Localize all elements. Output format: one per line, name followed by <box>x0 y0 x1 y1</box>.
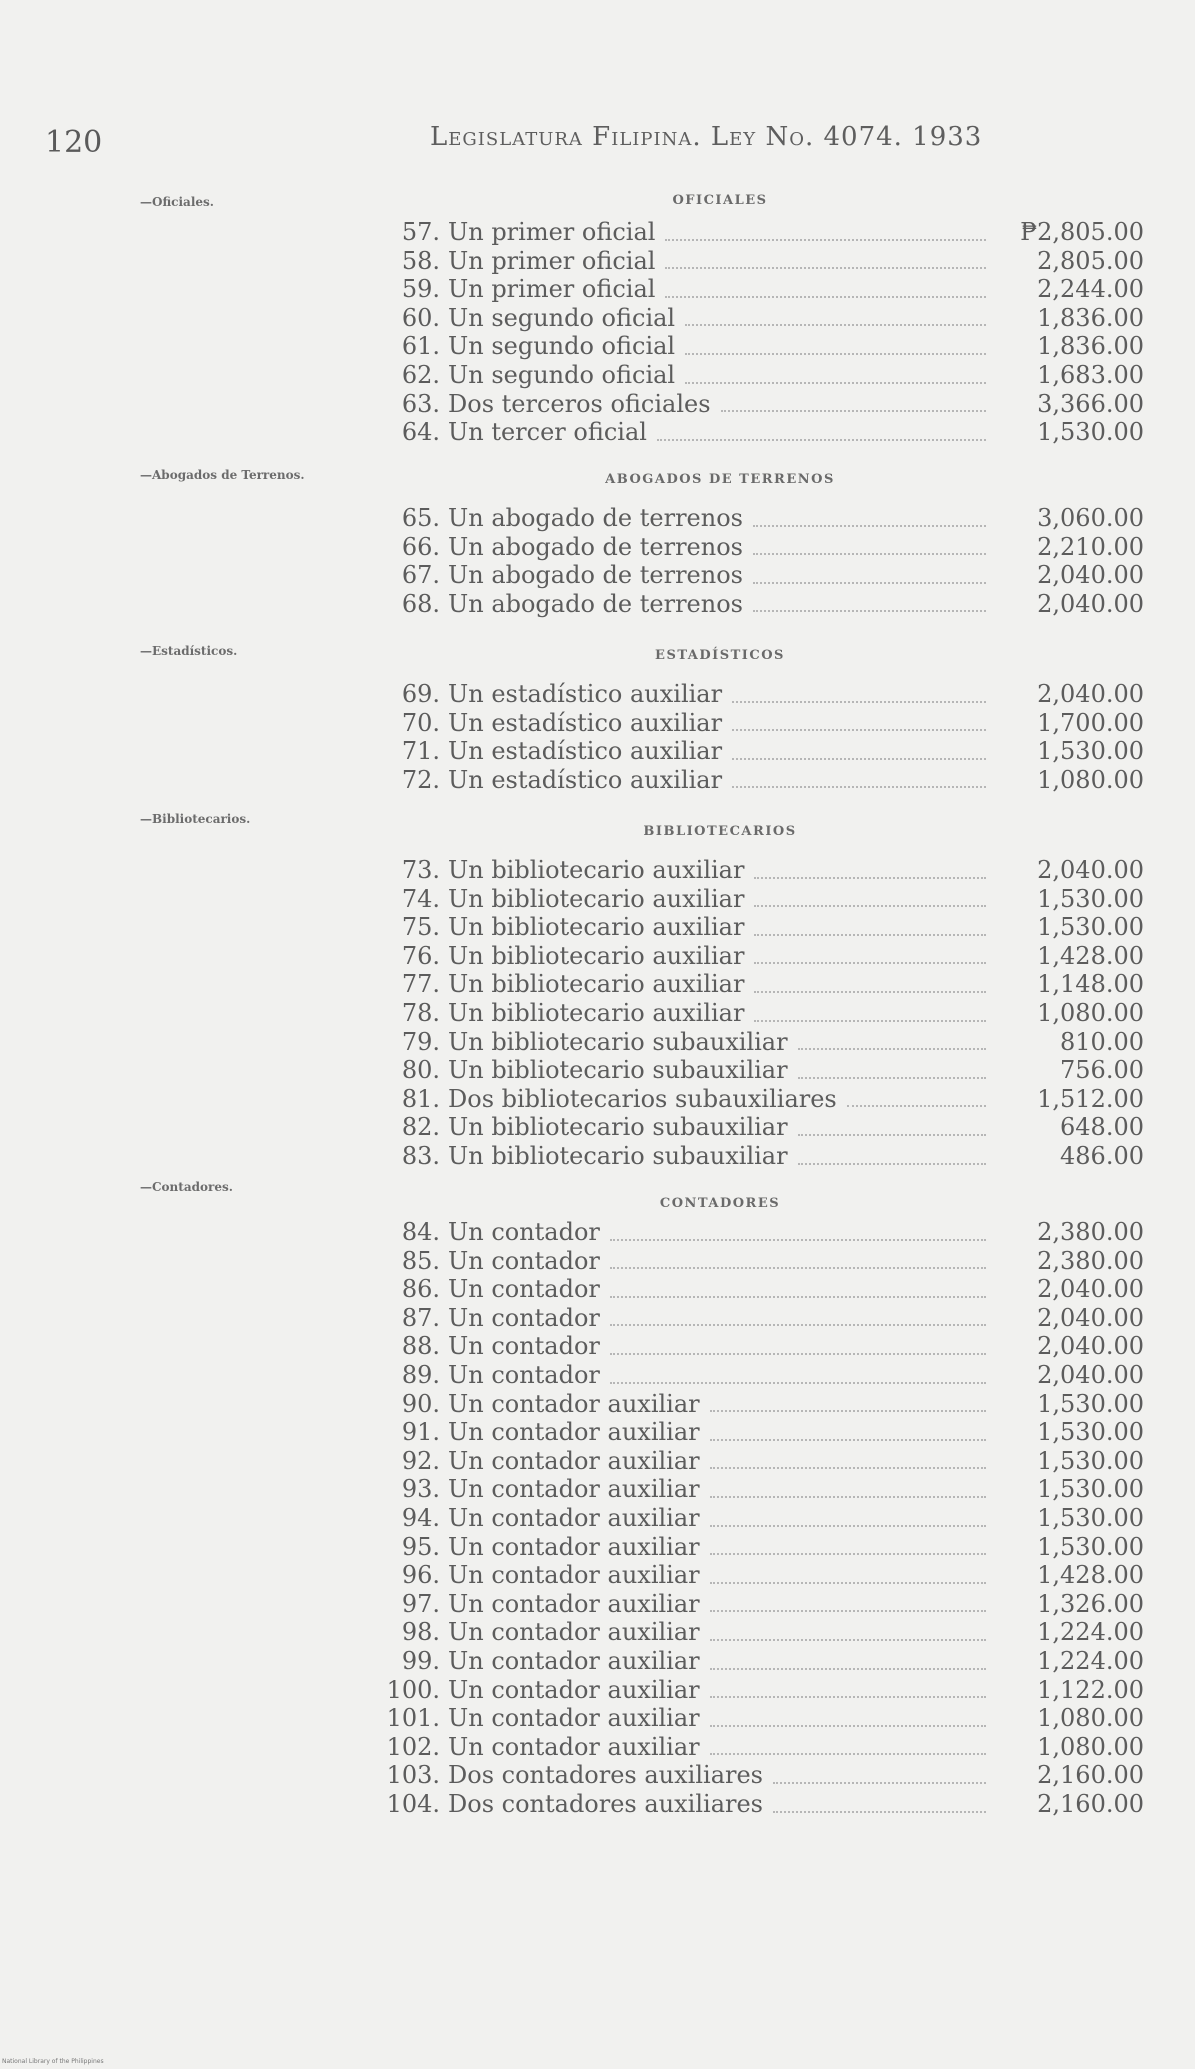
item-description: Un contador auxiliar <box>448 1561 700 1590</box>
item-description: Dos contadores auxiliares <box>448 1790 763 1818</box>
budget-line-item <box>384 1218 1144 1246</box>
item-description: Un bibliotecario subauxiliar <box>448 1142 788 1170</box>
item-description: Un bibliotecario auxiliar <box>448 941 745 970</box>
item-amount: 1,224.00 <box>1037 1647 1144 1675</box>
item-number: 97. <box>401 1589 440 1618</box>
item-number: 60. <box>401 303 440 332</box>
dot-leader <box>710 1552 986 1555</box>
item-amount: 2,040.00 <box>1037 856 1144 884</box>
item-number: 90. <box>401 1389 440 1418</box>
item-amount: 1,122.00 <box>1037 1675 1144 1704</box>
item-amount: 2,040.00 <box>1037 1332 1144 1361</box>
item-amount: 1,530.00 <box>1037 1446 1144 1475</box>
dot-leader <box>710 1495 986 1498</box>
section-heading: ABOGADOS DE TERRENOS <box>605 472 835 487</box>
item-amount: 2,380.00 <box>1037 1218 1144 1246</box>
item-description: Un abogado de terrenos <box>448 589 743 618</box>
item-description: Un segundo oficial <box>448 361 676 389</box>
item-amount: 1,530.00 <box>1037 913 1144 942</box>
dot-leader <box>754 990 986 993</box>
budget-line-item <box>384 1561 1144 1589</box>
budget-line-item <box>384 561 1144 589</box>
margin-note: —Bibliotecarios. <box>140 812 251 826</box>
item-description: Un bibliotecario auxiliar <box>448 970 745 999</box>
dot-leader <box>610 1295 986 1298</box>
item-amount: 1,148.00 <box>1037 970 1144 999</box>
item-number: 85. <box>401 1246 440 1275</box>
dot-leader <box>847 1104 986 1107</box>
item-description: Un contador <box>448 1361 600 1389</box>
budget-line-item <box>384 275 1144 303</box>
item-amount: 2,380.00 <box>1037 1246 1144 1275</box>
dot-leader <box>710 1466 986 1469</box>
item-number: 64. <box>401 418 440 447</box>
margin-note: —Oficiales. <box>140 195 214 209</box>
budget-line-item <box>370 1790 1144 1818</box>
dot-leader <box>753 581 986 584</box>
item-description: Un bibliotecario subauxiliar <box>448 1113 788 1142</box>
dot-leader <box>798 1162 986 1165</box>
item-number: 81. <box>401 1084 440 1113</box>
item-amount: 1,836.00 <box>1037 332 1144 361</box>
item-amount: ₱2,805.00 <box>1020 218 1144 246</box>
item-number: 77. <box>401 970 440 999</box>
dot-leader <box>657 438 986 441</box>
item-number: 96. <box>401 1561 440 1590</box>
budget-line-item <box>384 304 1144 332</box>
item-description: Un bibliotecario auxiliar <box>448 856 745 884</box>
item-description: Un primer oficial <box>448 218 656 246</box>
budget-line-item <box>384 1418 1144 1446</box>
item-description: Un primer oficial <box>448 275 656 304</box>
item-number: 88. <box>401 1332 440 1361</box>
section-heading: OFICIALES <box>672 193 768 208</box>
dot-leader <box>665 266 986 269</box>
item-number: 69. <box>401 680 440 708</box>
budget-line-item <box>384 1275 1144 1303</box>
margin-note: —Abogados de Terrenos. <box>140 468 305 482</box>
item-amount: 2,040.00 <box>1037 1361 1144 1389</box>
item-description: Un abogado de terrenos <box>448 532 743 561</box>
footer-note: National Library of the Philippines <box>2 2058 104 2065</box>
item-number: 104. <box>386 1790 440 1818</box>
margin-note: —Estadísticos. <box>140 644 238 658</box>
dot-leader <box>798 1076 986 1079</box>
budget-line-item <box>384 218 1144 246</box>
item-description: Un contador auxiliar <box>448 1732 700 1761</box>
budget-line-item <box>384 885 1144 913</box>
dot-leader <box>710 1609 986 1612</box>
item-number: 65. <box>401 504 440 532</box>
item-number: 59. <box>401 275 440 304</box>
item-number: 100. <box>386 1675 440 1704</box>
item-description: Un contador auxiliar <box>448 1675 700 1704</box>
item-number: 71. <box>401 737 440 766</box>
budget-line-item <box>384 1056 1144 1084</box>
item-number: 70. <box>401 708 440 737</box>
budget-line-item <box>370 1733 1144 1761</box>
item-amount: 2,805.00 <box>1037 246 1144 275</box>
item-number: 62. <box>401 361 440 389</box>
item-description: Dos terceros oficiales <box>448 389 711 418</box>
budget-line-item <box>384 418 1144 446</box>
item-amount: 648.00 <box>1060 1113 1144 1142</box>
margin-note: —Contadores. <box>140 1180 233 1194</box>
item-amount: 1,530.00 <box>1037 1389 1144 1418</box>
item-amount: 1,512.00 <box>1037 1084 1144 1113</box>
item-amount: 2,040.00 <box>1037 680 1144 708</box>
item-amount: 1,428.00 <box>1037 1561 1144 1590</box>
dot-leader <box>753 524 986 527</box>
dot-leader <box>754 876 986 879</box>
section-heading: BIBLIOTECARIOS <box>643 824 797 839</box>
item-number: 57. <box>401 218 440 246</box>
item-number: 67. <box>401 561 440 590</box>
item-description: Un contador <box>448 1332 600 1361</box>
budget-line-item <box>384 533 1144 561</box>
item-description: Un bibliotecario auxiliar <box>448 913 745 942</box>
dot-leader <box>721 409 986 412</box>
budget-line-item <box>384 1533 1144 1561</box>
item-number: 95. <box>401 1532 440 1561</box>
item-amount: 756.00 <box>1060 1056 1144 1085</box>
budget-line-item <box>384 504 1144 532</box>
item-amount: 486.00 <box>1060 1142 1144 1170</box>
dot-leader <box>710 1695 986 1698</box>
budget-line-item <box>384 1647 1144 1675</box>
dot-leader <box>798 1047 986 1050</box>
dot-leader <box>610 1323 986 1326</box>
item-number: 102. <box>386 1732 440 1761</box>
budget-line-item <box>384 1475 1144 1503</box>
budget-line-item <box>384 1247 1144 1275</box>
item-description: Un contador <box>448 1246 600 1275</box>
item-description: Un bibliotecario auxiliar <box>448 999 745 1027</box>
dot-leader <box>665 238 986 241</box>
item-amount: 2,244.00 <box>1037 275 1144 304</box>
budget-line-item <box>370 1761 1144 1789</box>
dot-leader <box>685 381 986 384</box>
item-description: Un primer oficial <box>448 246 656 275</box>
item-description: Un contador auxiliar <box>448 1389 700 1418</box>
item-description: Un bibliotecario auxiliar <box>448 884 745 913</box>
item-number: 72. <box>401 765 440 794</box>
dot-leader <box>754 933 986 936</box>
dot-leader <box>710 1581 986 1584</box>
budget-line-item <box>384 590 1144 618</box>
item-amount: 1,080.00 <box>1037 1732 1144 1761</box>
item-description: Un contador auxiliar <box>448 1418 700 1447</box>
item-amount: 1,080.00 <box>1037 1704 1144 1733</box>
budget-line-item <box>384 1504 1144 1532</box>
item-amount: 1,530.00 <box>1037 1418 1144 1447</box>
item-number: 91. <box>401 1418 440 1447</box>
dot-leader <box>753 552 986 555</box>
item-description: Un contador <box>448 1275 600 1304</box>
item-number: 83. <box>401 1142 440 1170</box>
page-number: 120 <box>45 125 103 160</box>
budget-line-item <box>384 856 1144 884</box>
item-description: Un estadístico auxiliar <box>448 680 723 708</box>
item-description: Un estadístico auxiliar <box>448 708 723 737</box>
budget-line-item <box>384 970 1144 998</box>
item-description: Un contador auxiliar <box>448 1532 700 1561</box>
item-amount: 1,428.00 <box>1037 941 1144 970</box>
item-amount: 2,160.00 <box>1037 1761 1144 1790</box>
dot-leader <box>754 961 986 964</box>
item-amount: 1,530.00 <box>1037 1532 1144 1561</box>
running-head: Legislatura Filipina. Ley No. 4074. 1933 <box>430 122 983 152</box>
item-description: Un contador auxiliar <box>448 1647 700 1675</box>
dot-leader <box>732 700 986 703</box>
item-description: Un segundo oficial <box>448 303 676 332</box>
item-number: 75. <box>401 913 440 942</box>
budget-line-item <box>384 1390 1144 1418</box>
item-description: Un segundo oficial <box>448 332 676 361</box>
dot-leader <box>732 757 986 760</box>
item-number: 103. <box>386 1761 440 1790</box>
dot-leader <box>754 1019 986 1022</box>
item-number: 73. <box>401 856 440 884</box>
item-description: Un tercer oficial <box>448 418 647 447</box>
item-description: Un contador auxiliar <box>448 1475 700 1504</box>
budget-line-item <box>384 332 1144 360</box>
item-amount: 3,060.00 <box>1037 504 1144 532</box>
dot-leader <box>710 1638 986 1641</box>
item-number: 93. <box>401 1475 440 1504</box>
item-number: 61. <box>401 332 440 361</box>
budget-line-item <box>384 1304 1144 1332</box>
item-description: Un bibliotecario subauxiliar <box>448 1056 788 1085</box>
item-number: 94. <box>401 1504 440 1532</box>
item-number: 76. <box>401 941 440 970</box>
dot-leader <box>732 728 986 731</box>
item-amount: 1,530.00 <box>1037 884 1144 913</box>
item-description: Un contador <box>448 1218 600 1246</box>
budget-line-item <box>384 1447 1144 1475</box>
item-number: 79. <box>401 1027 440 1056</box>
item-number: 101. <box>386 1704 440 1733</box>
dot-leader <box>710 1667 986 1670</box>
dot-leader <box>773 1810 986 1813</box>
dot-leader <box>798 1133 986 1136</box>
budget-line-item <box>384 1590 1144 1618</box>
budget-line-item <box>384 709 1144 737</box>
item-number: 86. <box>401 1275 440 1304</box>
item-number: 87. <box>401 1303 440 1332</box>
item-description: Un contador auxiliar <box>448 1504 700 1532</box>
dot-leader <box>710 1409 986 1412</box>
budget-line-item <box>384 1332 1144 1360</box>
item-number: 99. <box>401 1647 440 1675</box>
item-description: Un estadístico auxiliar <box>448 737 723 766</box>
dot-leader <box>732 785 986 788</box>
item-amount: 1,700.00 <box>1037 708 1144 737</box>
dot-leader <box>665 295 986 298</box>
dot-leader <box>610 1238 986 1241</box>
budget-line-item <box>384 1618 1144 1646</box>
item-number: 63. <box>401 389 440 418</box>
item-amount: 1,530.00 <box>1037 1504 1144 1532</box>
item-number: 92. <box>401 1446 440 1475</box>
dot-leader <box>710 1438 986 1441</box>
dot-leader <box>610 1352 986 1355</box>
item-description: Dos contadores auxiliares <box>448 1761 763 1790</box>
item-number: 98. <box>401 1618 440 1647</box>
budget-line-item <box>384 1142 1144 1170</box>
item-description: Un contador auxiliar <box>448 1446 700 1475</box>
item-amount: 2,160.00 <box>1037 1790 1144 1818</box>
item-number: 82. <box>401 1113 440 1142</box>
item-description: Dos bibliotecarios subauxiliares <box>448 1084 837 1113</box>
item-description: Un estadístico auxiliar <box>448 765 723 794</box>
item-amount: 2,040.00 <box>1037 1275 1144 1304</box>
dot-leader <box>710 1724 986 1727</box>
item-amount: 2,040.00 <box>1037 589 1144 618</box>
budget-line-item <box>384 390 1144 418</box>
item-number: 89. <box>401 1361 440 1389</box>
item-amount: 1,224.00 <box>1037 1618 1144 1647</box>
budget-line-item <box>384 1028 1144 1056</box>
item-number: 68. <box>401 589 440 618</box>
item-amount: 1,530.00 <box>1037 1475 1144 1504</box>
item-description: Un bibliotecario subauxiliar <box>448 1027 788 1056</box>
item-amount: 1,683.00 <box>1037 361 1144 389</box>
dot-leader <box>610 1266 986 1269</box>
item-amount: 1,080.00 <box>1037 765 1144 794</box>
item-amount: 2,040.00 <box>1037 1303 1144 1332</box>
dot-leader <box>753 609 986 612</box>
budget-line-item <box>370 1704 1144 1732</box>
budget-line-item <box>384 737 1144 765</box>
item-amount: 1,080.00 <box>1037 999 1144 1027</box>
item-description: Un contador <box>448 1303 600 1332</box>
budget-line-item <box>384 361 1144 389</box>
item-amount: 2,210.00 <box>1037 532 1144 561</box>
budget-line-item <box>384 999 1144 1027</box>
item-number: 74. <box>401 884 440 913</box>
section-heading: ESTADÍSTICOS <box>655 648 785 663</box>
item-description: Un contador auxiliar <box>448 1704 700 1733</box>
item-number: 66. <box>401 532 440 561</box>
dot-leader <box>710 1524 986 1527</box>
budget-line-item <box>384 942 1144 970</box>
item-number: 80. <box>401 1056 440 1085</box>
budget-line-item <box>384 1085 1144 1113</box>
dot-leader <box>754 904 986 907</box>
budget-line-item <box>384 1113 1144 1141</box>
item-amount: 1,530.00 <box>1037 737 1144 766</box>
item-amount: 1,836.00 <box>1037 303 1144 332</box>
item-number: 78. <box>401 999 440 1027</box>
section-heading: CONTADORES <box>659 1196 781 1211</box>
budget-line-item <box>384 766 1144 794</box>
dot-leader <box>610 1381 986 1384</box>
item-number: 58. <box>401 246 440 275</box>
budget-line-item <box>384 680 1144 708</box>
item-description: Un contador auxiliar <box>448 1618 700 1647</box>
dot-leader <box>773 1781 986 1784</box>
dot-leader <box>710 1752 986 1755</box>
dot-leader <box>685 323 986 326</box>
item-description: Un contador auxiliar <box>448 1589 700 1618</box>
item-description: Un abogado de terrenos <box>448 504 743 532</box>
budget-line-item <box>384 247 1144 275</box>
item-description: Un abogado de terrenos <box>448 561 743 590</box>
item-amount: 1,326.00 <box>1037 1589 1144 1618</box>
item-amount: 1,530.00 <box>1037 418 1144 447</box>
dot-leader <box>685 352 986 355</box>
item-number: 84. <box>401 1218 440 1246</box>
budget-line-item <box>384 1361 1144 1389</box>
budget-line-item <box>384 913 1144 941</box>
item-amount: 810.00 <box>1060 1027 1144 1056</box>
budget-line-item <box>370 1676 1144 1704</box>
item-amount: 2,040.00 <box>1037 561 1144 590</box>
item-amount: 3,366.00 <box>1037 389 1144 418</box>
